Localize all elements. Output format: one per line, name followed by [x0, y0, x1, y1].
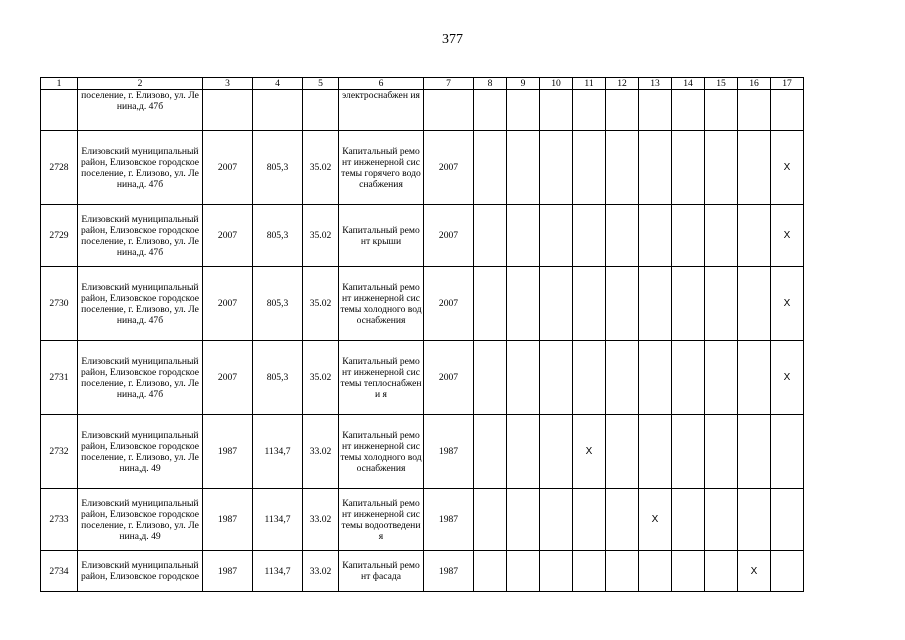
cell-empty [540, 489, 573, 551]
cell-empty [639, 551, 672, 592]
column-header-5: 5 [303, 78, 339, 90]
cell-empty [573, 267, 606, 341]
cell-year: 2007 [203, 267, 253, 341]
cell-empty [573, 341, 606, 415]
cell-address: Елизовский муниципальный район, Елизовское городское поселение, г. Елизово, ул. Ленина,д. 49 [78, 415, 203, 489]
cell-work: Капитальный ремонт инженерной системы водоотведения [339, 489, 424, 551]
cell-address: Елизовский муниципальный район, Елизовское городское поселение, г. Елизово, ул. Ленина,д. 47б [78, 341, 203, 415]
cell-empty [606, 205, 639, 267]
cell-empty [705, 267, 738, 341]
cell-address: Елизовский муниципальный район, Елизовское городское поселение, г. Елизово, ул. Ленина,д. 49 [78, 489, 203, 551]
cell-mark: Х [771, 341, 804, 415]
cell-number: 2730 [41, 267, 78, 341]
cell-empty [606, 415, 639, 489]
repair-register-table [40, 77, 804, 592]
table-row [41, 205, 804, 267]
cell-plan: 1987 [424, 415, 474, 489]
cell-work: Капитальный ремонт инженерной системы горячего водоснабжения [339, 131, 424, 205]
cell-mark: Х [738, 551, 771, 592]
cell-empty [672, 267, 705, 341]
cell-year: 2007 [203, 131, 253, 205]
cell-empty [672, 551, 705, 592]
column-header-4: 4 [253, 78, 303, 90]
cell-empty [507, 415, 540, 489]
cell-empty [474, 551, 507, 592]
cell-empty [639, 131, 672, 205]
cell-plan: 1987 [424, 551, 474, 592]
cell-empty [474, 131, 507, 205]
cell-area: 805,3 [253, 205, 303, 267]
cell-empty [573, 205, 606, 267]
cell-wear: 33.02 [303, 415, 339, 489]
cell-work: Капитальный ремонт фасада [339, 551, 424, 592]
cell-number: 2731 [41, 341, 78, 415]
cell-wear: 35.02 [303, 341, 339, 415]
cell-year [203, 90, 253, 131]
cell-mark: Х [771, 131, 804, 205]
cell-area: 1134,7 [253, 551, 303, 592]
column-header-7: 7 [424, 78, 474, 90]
cell-empty [573, 551, 606, 592]
cell-empty [771, 415, 804, 489]
cell-empty [540, 131, 573, 205]
cell-empty [540, 415, 573, 489]
cell-work: Капитальный ремонт крыши [339, 205, 424, 267]
cell-year: 1987 [203, 551, 253, 592]
cell-empty [672, 131, 705, 205]
cell-empty [474, 341, 507, 415]
cell-empty [606, 489, 639, 551]
cell-mark: Х [771, 205, 804, 267]
cell-empty [639, 341, 672, 415]
cell-empty [672, 489, 705, 551]
cell-year: 1987 [203, 415, 253, 489]
cell-plan [424, 90, 474, 131]
cell-plan: 2007 [424, 131, 474, 205]
cell-empty [474, 489, 507, 551]
cell-empty [573, 131, 606, 205]
column-header-1: 1 [41, 78, 78, 90]
cell-empty [672, 415, 705, 489]
cell-address: Елизовский муниципальный район, Елизовское городское поселение, г. Елизово, ул. Ленина,д. 47б [78, 205, 203, 267]
cell-wear [303, 90, 339, 131]
table-row [41, 341, 804, 415]
cell-empty [705, 415, 738, 489]
cell-wear: 33.02 [303, 489, 339, 551]
cell-empty [705, 551, 738, 592]
cell-empty [606, 551, 639, 592]
cell-empty [639, 415, 672, 489]
cell-plan: 1987 [424, 489, 474, 551]
column-header-9: 9 [507, 78, 540, 90]
cell-empty [507, 267, 540, 341]
cell-work: Капитальный ремонт инженерной системы холодного водоснабжения [339, 267, 424, 341]
column-header-15: 15 [705, 78, 738, 90]
table-row [41, 415, 804, 489]
cell-empty [507, 341, 540, 415]
cell-wear: 35.02 [303, 205, 339, 267]
cell-address: поселение, г. Елизово, ул. Ленина,д. 47б [78, 90, 203, 131]
column-header-10: 10 [540, 78, 573, 90]
cell-empty [474, 267, 507, 341]
cell-empty [507, 205, 540, 267]
column-header-13: 13 [639, 78, 672, 90]
cell-address: Елизовский муниципальный район, Елизовское городское [78, 551, 203, 592]
cell-mark: Х [573, 415, 606, 489]
cell-empty [507, 489, 540, 551]
table-row [41, 551, 804, 592]
column-header-16: 16 [738, 78, 771, 90]
cell-area: 805,3 [253, 341, 303, 415]
cell-empty [738, 489, 771, 551]
cell-number: 2732 [41, 415, 78, 489]
column-header-11: 11 [573, 78, 606, 90]
cell-work: электроснабжен ия [339, 90, 424, 131]
column-header-3: 3 [203, 78, 253, 90]
cell-empty [639, 267, 672, 341]
cell-empty [738, 267, 771, 341]
cell-plan: 2007 [424, 205, 474, 267]
cell-empty [573, 489, 606, 551]
cell-wear: 35.02 [303, 131, 339, 205]
cell-empty [639, 205, 672, 267]
column-header-6: 6 [339, 78, 424, 90]
cell-number: 2728 [41, 131, 78, 205]
table-row [41, 131, 804, 205]
cell-empty [738, 131, 771, 205]
cell-mark: Х [771, 267, 804, 341]
cell-area: 805,3 [253, 267, 303, 341]
cell-year: 2007 [203, 205, 253, 267]
column-number-row [41, 78, 804, 90]
table-row-continued [41, 90, 804, 131]
column-header-8: 8 [474, 78, 507, 90]
cell-empty [474, 415, 507, 489]
cell-address: Елизовский муниципальный район, Елизовское городское поселение, г. Елизово, ул. Ленина,д. 47б [78, 267, 203, 341]
cell-empty [606, 267, 639, 341]
cell-address: Елизовский муниципальный район, Елизовское городское поселение, г. Елизово, ул. Ленина,д. 47б [78, 131, 203, 205]
cell-wear: 33.02 [303, 551, 339, 592]
cell-empty [606, 131, 639, 205]
column-header-17: 17 [771, 78, 804, 90]
cell-empty [540, 267, 573, 341]
cell-empty [738, 341, 771, 415]
column-header-14: 14 [672, 78, 705, 90]
cell-empty [738, 205, 771, 267]
cell-empty [771, 489, 804, 551]
cell-empty [672, 205, 705, 267]
cell-empty [540, 551, 573, 592]
cell-number: 2733 [41, 489, 78, 551]
cell-year: 1987 [203, 489, 253, 551]
cell-empty [705, 131, 738, 205]
cell-empty [738, 415, 771, 489]
cell-empty [705, 205, 738, 267]
cell-wear: 35.02 [303, 267, 339, 341]
column-header-12: 12 [606, 78, 639, 90]
cell-empty [540, 205, 573, 267]
table-row [41, 267, 804, 341]
cell-area: 1134,7 [253, 489, 303, 551]
cell-area: 1134,7 [253, 415, 303, 489]
cell-empty [507, 551, 540, 592]
page-number: 377 [442, 32, 463, 47]
cell-number: 2729 [41, 205, 78, 267]
cell-area: 805,3 [253, 131, 303, 205]
cell-plan: 2007 [424, 267, 474, 341]
column-header-2: 2 [78, 78, 203, 90]
cell-empty [540, 341, 573, 415]
cell-empty [474, 205, 507, 267]
cell-empty [771, 551, 804, 592]
cell-empty [705, 341, 738, 415]
cell-area [253, 90, 303, 131]
cell-empty [705, 489, 738, 551]
cell-empty [672, 341, 705, 415]
cell-mark: Х [639, 489, 672, 551]
table-row [41, 489, 804, 551]
cell-number [41, 90, 78, 131]
cell-number: 2734 [41, 551, 78, 592]
cell-empty [606, 341, 639, 415]
cell-year: 2007 [203, 341, 253, 415]
cell-empty [507, 131, 540, 205]
cell-work: Капитальный ремонт инженерной системы холодного водоснабжения [339, 415, 424, 489]
cell-work: Капитальный ремонт инженерной системы теплоснабжени я [339, 341, 424, 415]
cell-plan: 2007 [424, 341, 474, 415]
